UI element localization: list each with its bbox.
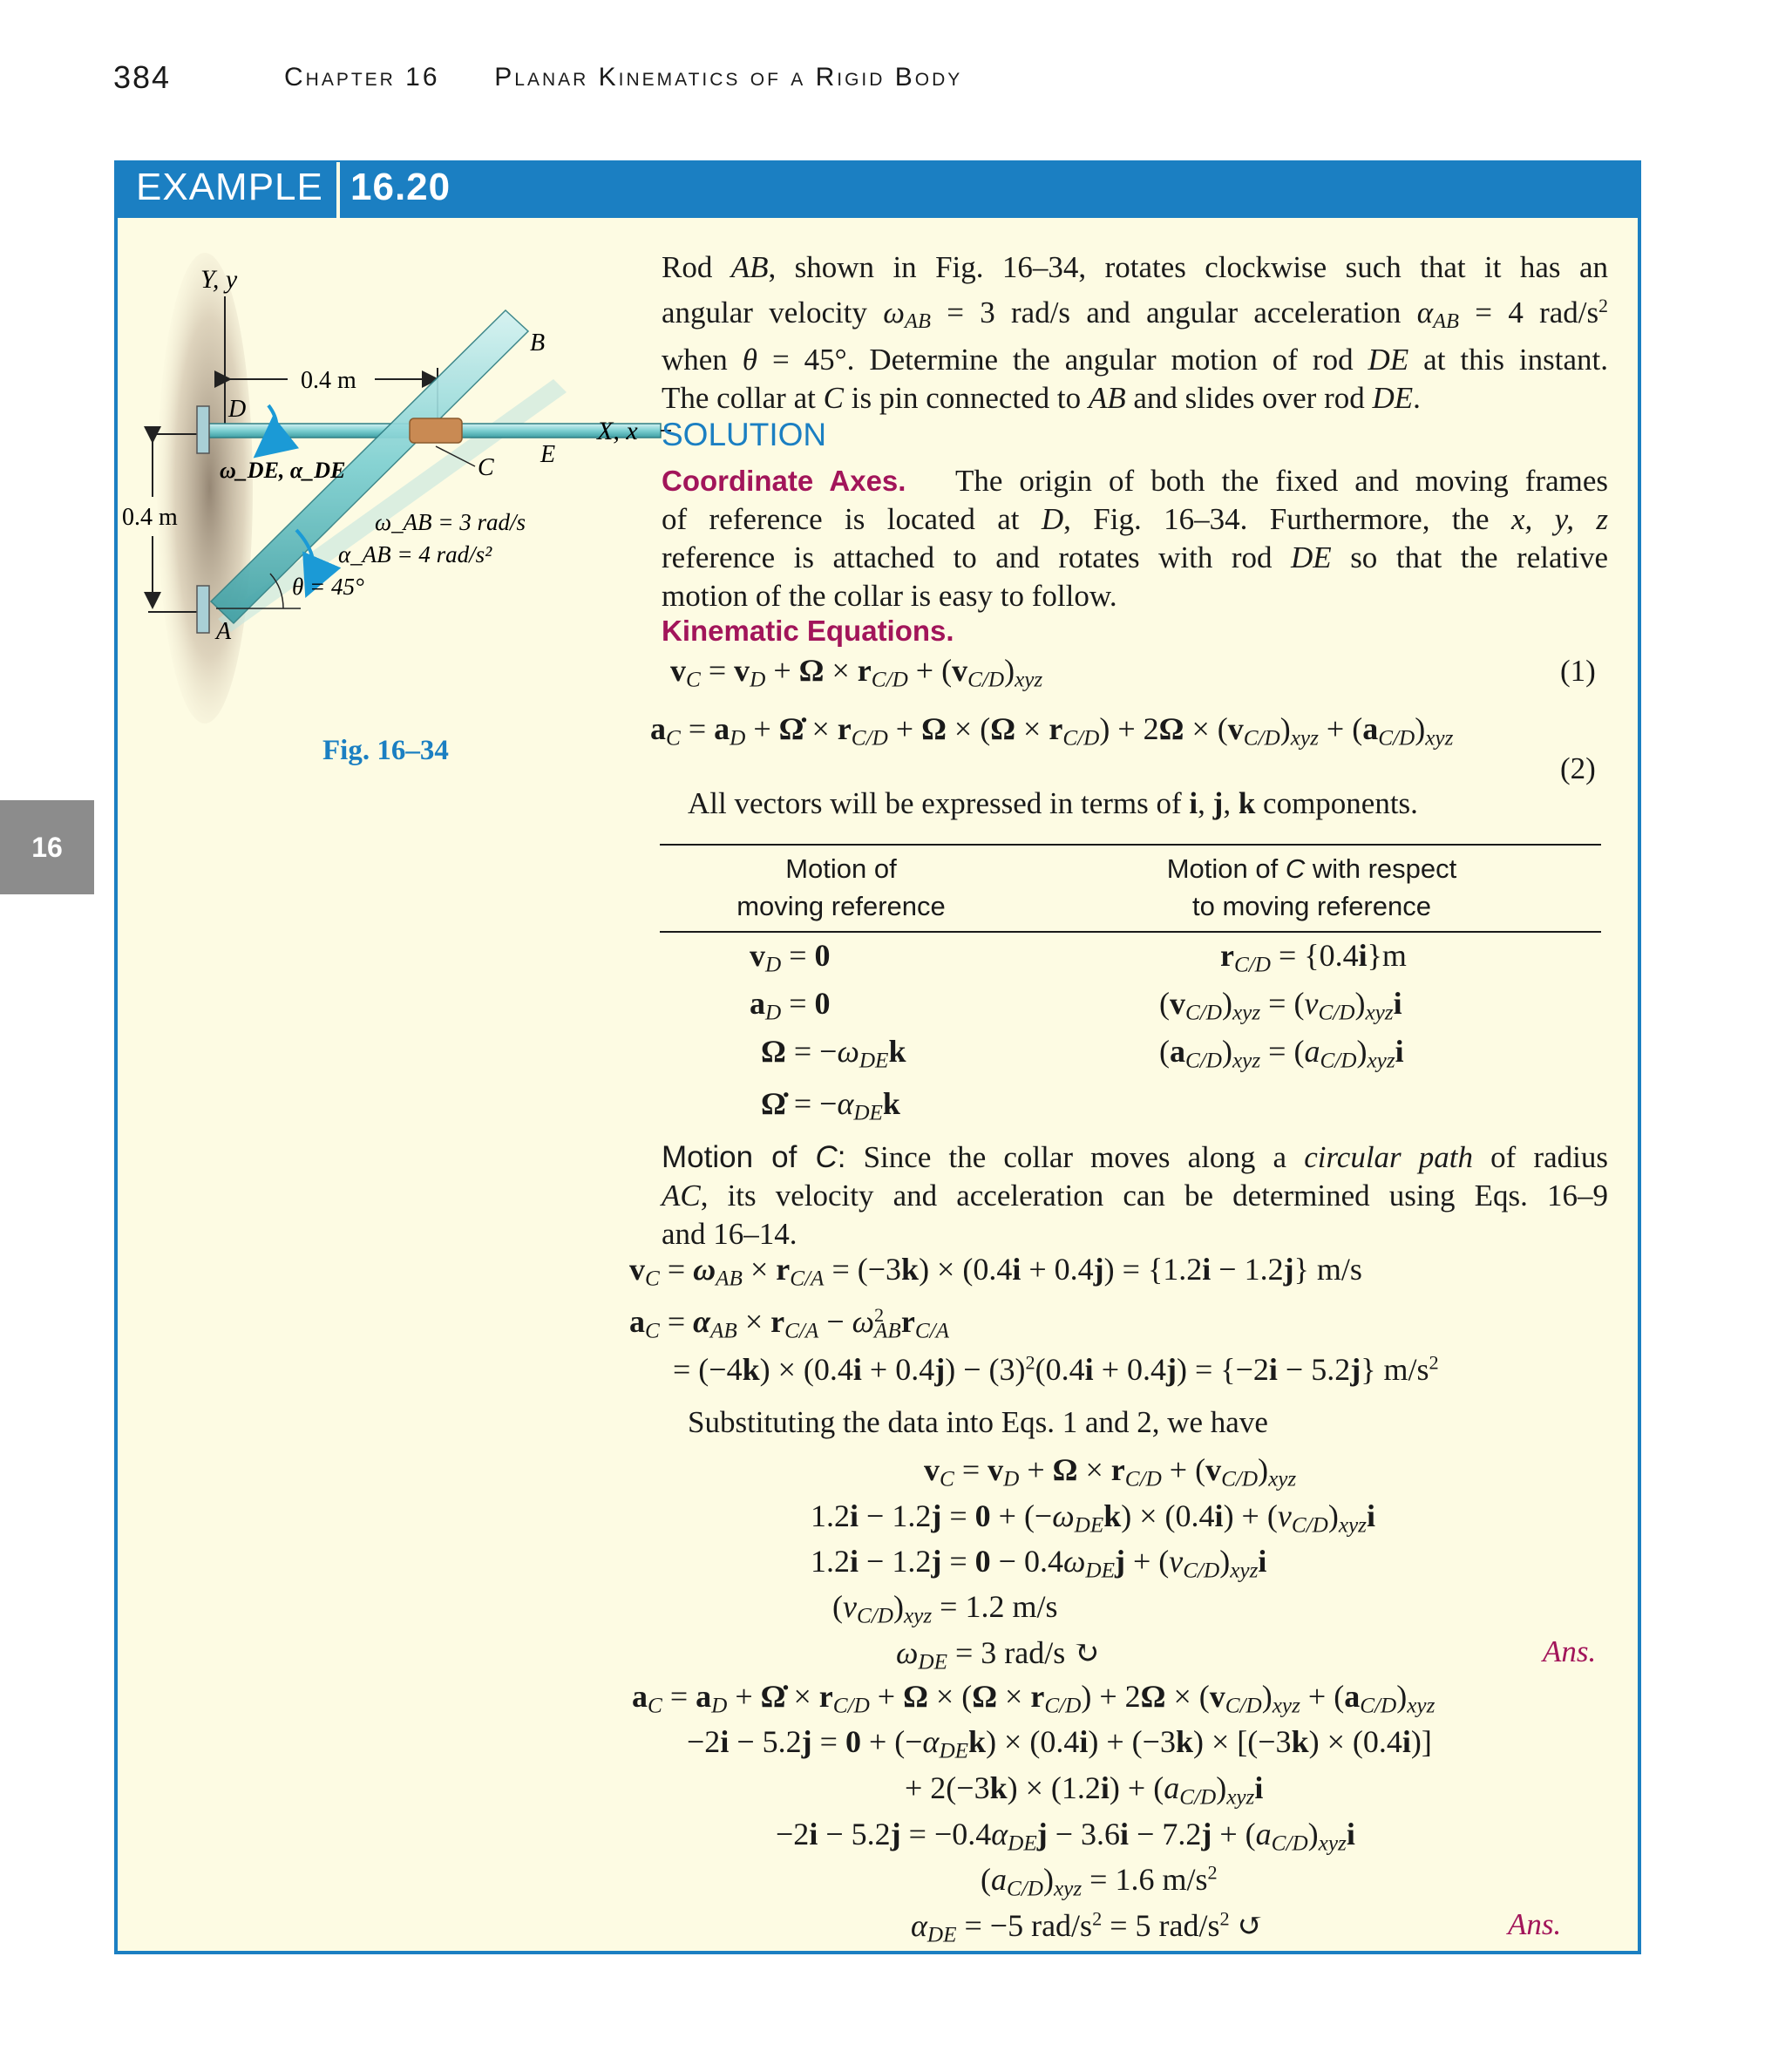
problem-line-2: angular velocity $\omega_{AB} = 3$ rad/s and angular acceleration $\alpha_{AB} = 4$ rad/$s^2$ [662,295,1608,334]
coord-line-1: Coordinate Axes. The origin of both the fixed and moving frames [662,464,1609,498]
motion-c-line-3: and 16–14. [662,1217,797,1251]
label-d: D [228,396,247,423]
dim-vertical-label: 0.4 m [122,504,178,531]
chapter-tab: 16 [0,800,94,894]
equation-1-number: (1) [1560,654,1596,688]
coord-line-4: motion of the collar is easy to follow. [662,579,1117,613]
equation-ac-result: = $(-4k) \times (0.4i + 0.4j) - (3)^2(0.4i + 0.4j) = \{-2i - 5.2j\}$ $m/s^2$ [673,1351,1439,1387]
label-omega-ab: ω_AB = 3 rad/s [375,509,526,535]
motion-c-line-2: AC, its velocity and acceleration can be determined using Eqs. 16–9 [662,1179,1608,1213]
label-theta: θ = 45° [292,574,364,600]
label-omega-alpha-de: ω_DE, α_DE [220,458,346,483]
label-b: B [530,329,546,357]
solve-v-line-1: $v_C = v_D + \Omega \times r_{C/D} + (v_{C/D})_{xyz}$ [924,1452,1297,1491]
solve-a-line-4: $-2i - 5.2j = -0.4\alpha_{DE}j - 3.6i - 7.2j + (a_{C/D})_{xyz}i$ [776,1817,1355,1856]
table-ad: $a_D = 0$ [750,986,831,1025]
rod-ab-ghost [218,379,567,632]
example-label: EXAMPLE [136,166,323,208]
solve-a-line-1: $a_C = a_D$ + Ω̇ × $r_{C/D} + \Omega \times (\Omega \times r_{C/D}) + 2\Omega \times (v_{C/D})_{xyz} + (a_{C/D})_{xyz}$ [632,1679,1435,1718]
vectors-note: All vectors will be expressed in terms of i, j, k components. [688,786,1418,820]
solve-v-line-3: $1.2i - 1.2j = 0 - 0.4\omega_{DE}j + (v_{C/D})_{xyz}i$ [811,1544,1267,1583]
figure-caption: Fig. 16–34 [322,735,449,766]
equation-2: $a_C = a_D$ + Ω̇ × $r_{C/D} + \Omega \times (\Omega \times r_{C/D}) + 2\Omega \times (v_{C/D})_{xyz} + (a_{C/D})_{xyz}$ [650,711,1454,751]
table-a-cd: $(a_{C/D})_{xyz} = (a_{C/D})_{xyz}i$ [1159,1034,1404,1073]
answer-omega-de: $\omega_{DE} = 3$ rad/s ↻ [896,1635,1100,1675]
wall-shadow [157,253,253,724]
equation-ac: $a_C = \alpha_{AB} \times r_{C/A} - \omega^2_{AB}r_{C/A}$ [629,1303,949,1343]
table-r-cd: $r_{C/D} = \{0.4i\}m$ [1220,938,1407,977]
page-number: 384 [113,59,172,95]
label-e: E [540,441,556,468]
label-c: C [478,454,494,481]
equation-vc: $v_C = \omega_{AB} \times r_{C/A} = (-3k) \times (0.4i + 0.4j) = \{1.2i - 1.2j\}$ m/s [629,1252,1362,1291]
kinematic-heading: Kinematic Equations. [662,615,954,647]
table-v-cd: $(v_{C/D})_{xyz} = (v_{C/D})_{xyz}i$ [1159,986,1402,1025]
solution-heading: SOLUTION [662,417,827,452]
example-number: 16.20 [350,166,451,208]
answer-label-2: Ans. [1508,1907,1562,1941]
label-a: A [216,618,232,645]
equation-1: $v_C = v_D + \Omega \times r_{C/D} + (v_{C/D})_{xyz}$ [670,653,1043,692]
solve-v-line-4: $(v_{C/D})_{xyz} = 1.2$ m/s [832,1589,1058,1628]
coord-line-2: of reference is located at D, Fig. 16–34. Furthermore, the x, y, z [662,502,1608,536]
substituting-text: Substituting the data into Eqs. 1 and 2, we have [688,1405,1268,1439]
motion-c-heading: Motion of C: [662,1140,846,1174]
coord-line-3: reference is attached to and rotates with rod DE so that the relative [662,540,1608,574]
solve-a-line-2: $-2i - 5.2j = 0 + (-\alpha_{DE}k) \times (0.4i) + (-3k) \times [(-3k) \times (0.4i)]$ [687,1724,1432,1763]
axis-y-label: Y, y [200,265,238,294]
table-col1-header: Motion of moving reference [736,853,946,921]
equation-2-number: (2) [1560,751,1596,785]
dim-horizontal-label: 0.4 m [301,367,356,394]
chapter-title: Planar Kinematics of a Rigid Body [494,63,963,92]
problem-line-1: Rod AB, shown in Fig. 16–34, rotates clockwise such that it has an [662,250,1608,284]
figure-16-34 [113,253,671,741]
label-alpha-ab: α_AB = 4 rad/s² [338,541,492,567]
motion-c-line-1: Motion of C: Since the collar moves along a circular path of radius [662,1140,1608,1174]
support-a [197,586,209,633]
table-omega-dot: Ω̇ = $-\alpha_{DE}k$ [761,1086,900,1125]
table-header-rule [660,931,1601,933]
solve-a-line-5: $(a_{C/D})_{xyz} = 1.6$ $m/s^2$ [981,1861,1218,1901]
coord-heading: Coordinate Axes. [662,465,906,497]
table-vd: $v_D = 0$ [750,938,831,977]
solve-a-line-3: + $2(-3k) \times (1.2i) + (a_{C/D})_{xyz}i$ [905,1770,1264,1810]
axis-x-label: X, x [597,417,638,445]
table-omega: $\Omega = -\omega_{DE}k$ [761,1034,906,1073]
chapter-label: Chapter 16 [284,63,440,92]
answer-label-1: Ans. [1543,1634,1597,1668]
table-col2-header: Motion of C with respect to moving reference [1166,853,1457,921]
example-header-bar [114,160,1641,218]
collar-c [410,418,462,443]
problem-line-3: when θ = 45°. Determine the angular motion of rod DE at this instant. [662,343,1609,377]
problem-line-4: The collar at C is pin connected to AB and slides over rod DE. [662,381,1421,416]
answer-alpha-de: $\alpha_{DE} = -5$ rad/$s^2 = 5$ rad/$s^2$ ↺ [911,1907,1264,1947]
running-head [284,63,962,92]
solve-v-line-2: $1.2i - 1.2j = 0 + (-\omega_{DE}k) \times (0.4i) + (v_{C/D})_{xyz}i$ [811,1498,1376,1538]
support-d [197,406,209,453]
table-top-rule [660,844,1601,846]
example-header-divider [336,162,340,220]
